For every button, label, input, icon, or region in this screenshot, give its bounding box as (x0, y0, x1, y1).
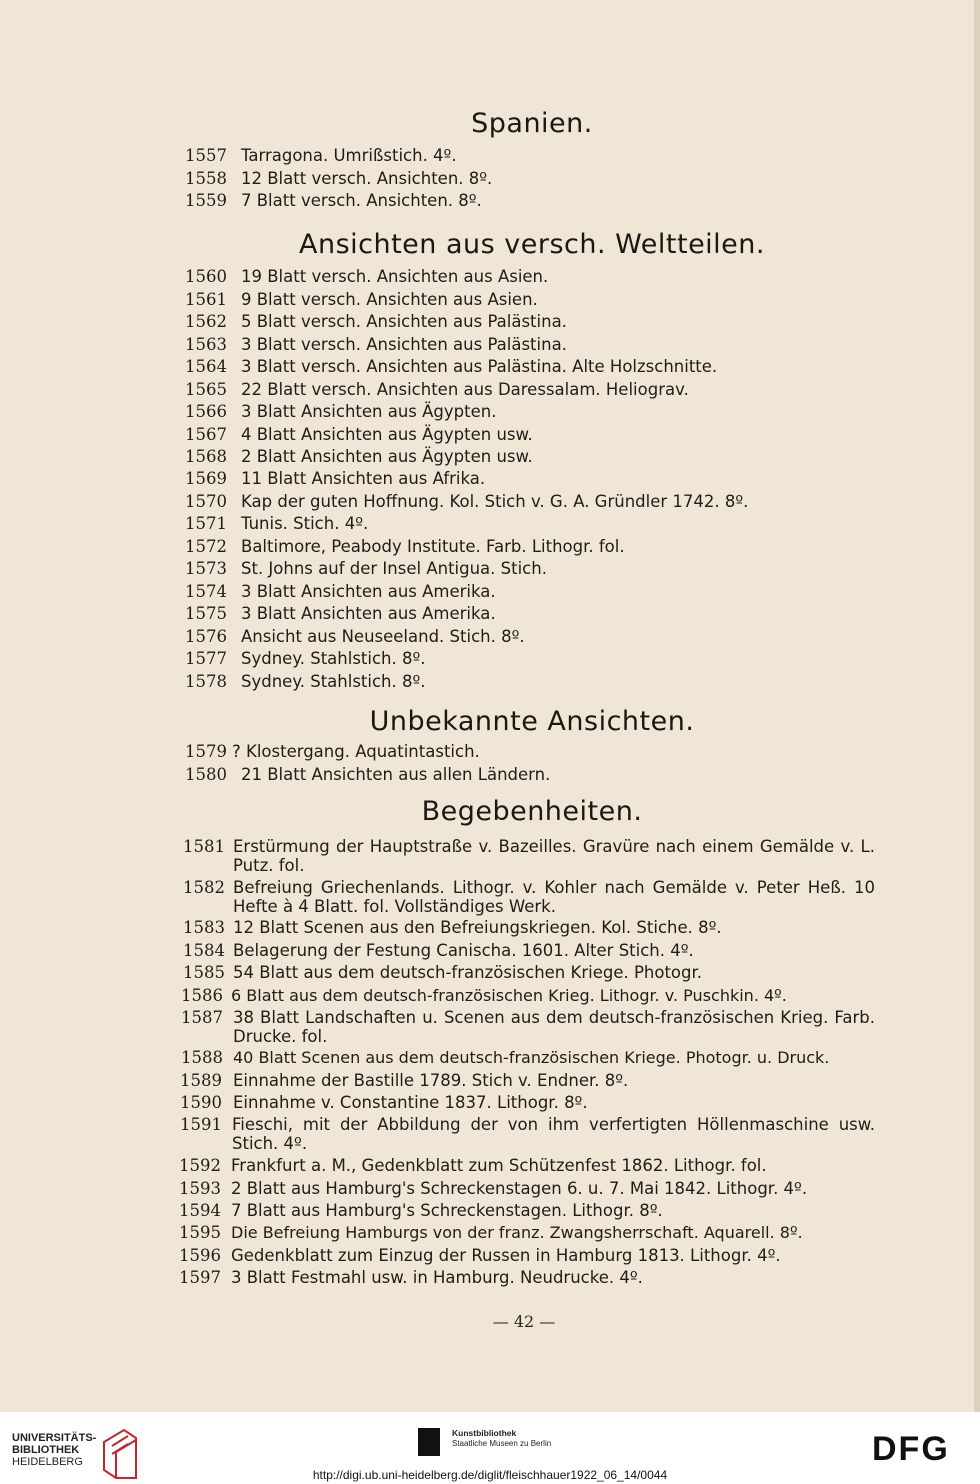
entry-text: 3 Blatt versch. Ansichten aus Palästina. Alte Holzschnitte. (241, 357, 718, 376)
entry-number: 1592 (179, 1156, 221, 1175)
entry-number: 1569 (185, 469, 227, 488)
entry-number: 1560 (185, 267, 227, 286)
entry-text: Einnahme v. Constantine 1837. Lithogr. 8º. (233, 1093, 588, 1112)
entry-number: 1558 (185, 169, 227, 188)
entry-number: 1594 (179, 1201, 221, 1220)
entry-number: 1583 (183, 918, 225, 937)
entry-number: 1578 (185, 672, 227, 691)
ub-line-1: UNIVERSITÄTS- (12, 1432, 97, 1444)
source-url-link[interactable]: http://digi.ub.uni-heidelberg.de/diglit/fleischhauer1922_06_14/0044 (312, 1468, 668, 1482)
entry-text: ? Klostergang. Aquatintastich. (232, 742, 480, 761)
kb-line-1: Kunstbibliothek (452, 1428, 517, 1438)
entry-text: 7 Blatt aus Hamburg's Schreckenstagen. Lithogr. 8º. (231, 1201, 663, 1220)
entry-text: 12 Blatt Scenen aus den Befreiungskriegen. Kol. Stiche. 8º. (233, 918, 722, 937)
entry-number: 1572 (185, 537, 227, 556)
entry-text: Baltimore, Peabody Institute. Farb. Lithogr. fol. (241, 537, 625, 556)
entry-text: 5 Blatt versch. Ansichten aus Palästina. (241, 312, 567, 331)
entry-number: 1579 (185, 742, 227, 761)
entry-text: Kap der guten Hoffnung. Kol. Stich v. G. A. Gründler 1742. 8º. (241, 492, 749, 511)
entry-number: 1587 (181, 1008, 223, 1027)
ub-line-2: BIBLIOTHEK (12, 1444, 80, 1456)
entry-text: 54 Blatt aus dem deutsch-französischen Kriege. Photogr. (233, 963, 703, 982)
section-heading-begebenheiten: Begebenheiten. (421, 796, 643, 827)
entry-text: 3 Blatt versch. Ansichten aus Palästina. (241, 335, 567, 354)
entry-text: 12 Blatt versch. Ansichten. 8º. (241, 169, 493, 188)
page-number: — 42 — (492, 1312, 556, 1331)
catalog-entry (183, 837, 875, 877)
entry-text: Die Befreiung Hamburgs von der franz. Zwangsherrschaft. Aquarell. 8º. (231, 1223, 803, 1242)
entry-number: 1559 (185, 191, 227, 210)
dfg-logo[interactable]: DFG (872, 1430, 950, 1468)
catalog-entry (183, 878, 875, 918)
entry-text: 3 Blatt Festmahl usw. in Hamburg. Neudrucke. 4º. (231, 1268, 643, 1287)
entry-number: 1596 (179, 1246, 221, 1265)
catalog-entry (181, 1008, 875, 1048)
entry-number: 1591 (180, 1115, 222, 1134)
entry-text: 6 Blatt aus dem deutsch-französischen Krieg. Lithogr. v. Puschkin. 4º. (231, 986, 787, 1005)
entry-number: 1575 (185, 604, 227, 623)
entry-number: 1581 (183, 837, 225, 856)
entry-text: Ansicht aus Neuseeland. Stich. 8º. (241, 627, 525, 646)
entry-number: 1564 (185, 357, 227, 376)
entry-text: 3 Blatt Ansichten aus Ägypten. (241, 402, 497, 421)
catalog-entry (180, 1115, 875, 1155)
entry-text: Einnahme der Bastille 1789. Stich v. Endner. 8º. (233, 1071, 629, 1090)
entry-number: 1576 (185, 627, 227, 646)
entry-number: 1570 (185, 492, 227, 511)
entry-text: 22 Blatt versch. Ansichten aus Daressalam. Heliograv. (241, 380, 689, 399)
entry-text: 21 Blatt Ansichten aus allen Ländern. (241, 765, 551, 784)
kunstbibliothek-text (452, 1428, 551, 1449)
entry-number: 1589 (180, 1071, 222, 1090)
entry-text: Belagerung der Festung Canischa. 1601. Alter Stich. 4º. (233, 941, 694, 960)
entry-text: 9 Blatt versch. Ansichten aus Asien. (241, 290, 538, 309)
entry-number: 1563 (185, 335, 227, 354)
ub-logo-text (12, 1432, 96, 1468)
entry-number: 1586 (181, 986, 223, 1005)
entry-text: St. Johns auf der Insel Antigua. Stich. (241, 559, 547, 578)
entry-number: 1574 (185, 582, 227, 601)
entry-number: 1595 (179, 1223, 221, 1242)
entry-number: 1571 (185, 514, 227, 533)
entry-text: 7 Blatt versch. Ansichten. 8º. (241, 191, 482, 210)
entry-number: 1567 (185, 425, 227, 444)
entry-text: 2 Blatt aus Hamburg's Schreckenstagen 6. u. 7. Mai 1842. Lithogr. 4º. (231, 1179, 808, 1198)
entry-number: 1580 (185, 765, 227, 784)
entry-number: 1584 (183, 941, 225, 960)
entry-number: 1590 (180, 1093, 222, 1112)
entry-text: Sydney. Stahlstich. 8º. (241, 672, 426, 691)
entry-text: 3 Blatt Ansichten aus Amerika. (241, 582, 496, 601)
entry-number: 1577 (185, 649, 227, 668)
ub-line-3: HEIDELBERG (12, 1456, 83, 1468)
entry-number: 1597 (179, 1268, 221, 1287)
entry-number: 1585 (183, 963, 225, 982)
section-heading-unbekannte: Unbekannte Ansichten. (369, 706, 695, 737)
entry-number: 1588 (181, 1048, 223, 1067)
entry-text: 38 Blatt Landschaften u. Scenen aus dem deutsch-französischen Krieg. Farb. Drucke. fol. (233, 1008, 875, 1046)
entry-text: Tarragona. Umrißstich. 4º. (241, 146, 457, 165)
entry-text: Gedenkblatt zum Einzug der Russen in Hamburg 1813. Lithogr. 4º. (231, 1246, 781, 1265)
entry-number: 1568 (185, 447, 227, 466)
entry-text: 3 Blatt Ansichten aus Amerika. (241, 604, 496, 623)
section-heading-weltteilen: Ansichten aus versch. Weltteilen. (298, 229, 765, 260)
entry-text: 19 Blatt versch. Ansichten aus Asien. (241, 267, 549, 286)
entry-number: 1562 (185, 312, 227, 331)
entry-number: 1566 (185, 402, 227, 421)
entry-number: 1582 (183, 878, 225, 897)
entry-text: 2 Blatt Ansichten aus Ägypten usw. (241, 447, 533, 466)
entry-text: Fieschi, mit der Abbildung der von ihm verfertigten Höllenmaschine usw. Stich. 4º. (232, 1115, 875, 1153)
entry-text: Tunis. Stich. 4º. (241, 514, 369, 533)
entry-number: 1565 (185, 380, 227, 399)
kb-line-2: Staatliche Museen zu Berlin (452, 1439, 552, 1448)
kunstbibliothek-icon (418, 1428, 440, 1456)
entry-text: Sydney. Stahlstich. 8º. (241, 649, 426, 668)
entry-number: 1593 (179, 1179, 221, 1198)
entry-text: 11 Blatt Ansichten aus Afrika. (241, 469, 486, 488)
entry-text: Befreiung Griechenlands. Lithogr. v. Kohler nach Gemälde v. Peter Heß. 10 Hefte à 4 Blatt. fol. Vollständiges Werk. (233, 878, 875, 916)
entry-number: 1557 (185, 146, 227, 165)
section-heading-spanien: Spanien. (471, 108, 593, 139)
entry-number: 1561 (185, 290, 227, 309)
entry-number: 1573 (185, 559, 227, 578)
entry-text: Frankfurt a. M., Gedenkblatt zum Schützenfest 1862. Lithogr. fol. (231, 1156, 767, 1175)
entry-text: 40 Blatt Scenen aus dem deutsch-französischen Kriege. Photogr. u. Druck. (233, 1048, 830, 1067)
entry-text: Erstürmung der Hauptstraße v. Bazeilles. Gravüre nach einem Gemälde v. L. Putz. fol. (233, 837, 875, 875)
entry-text: 4 Blatt Ansichten aus Ägypten usw. (241, 425, 533, 444)
